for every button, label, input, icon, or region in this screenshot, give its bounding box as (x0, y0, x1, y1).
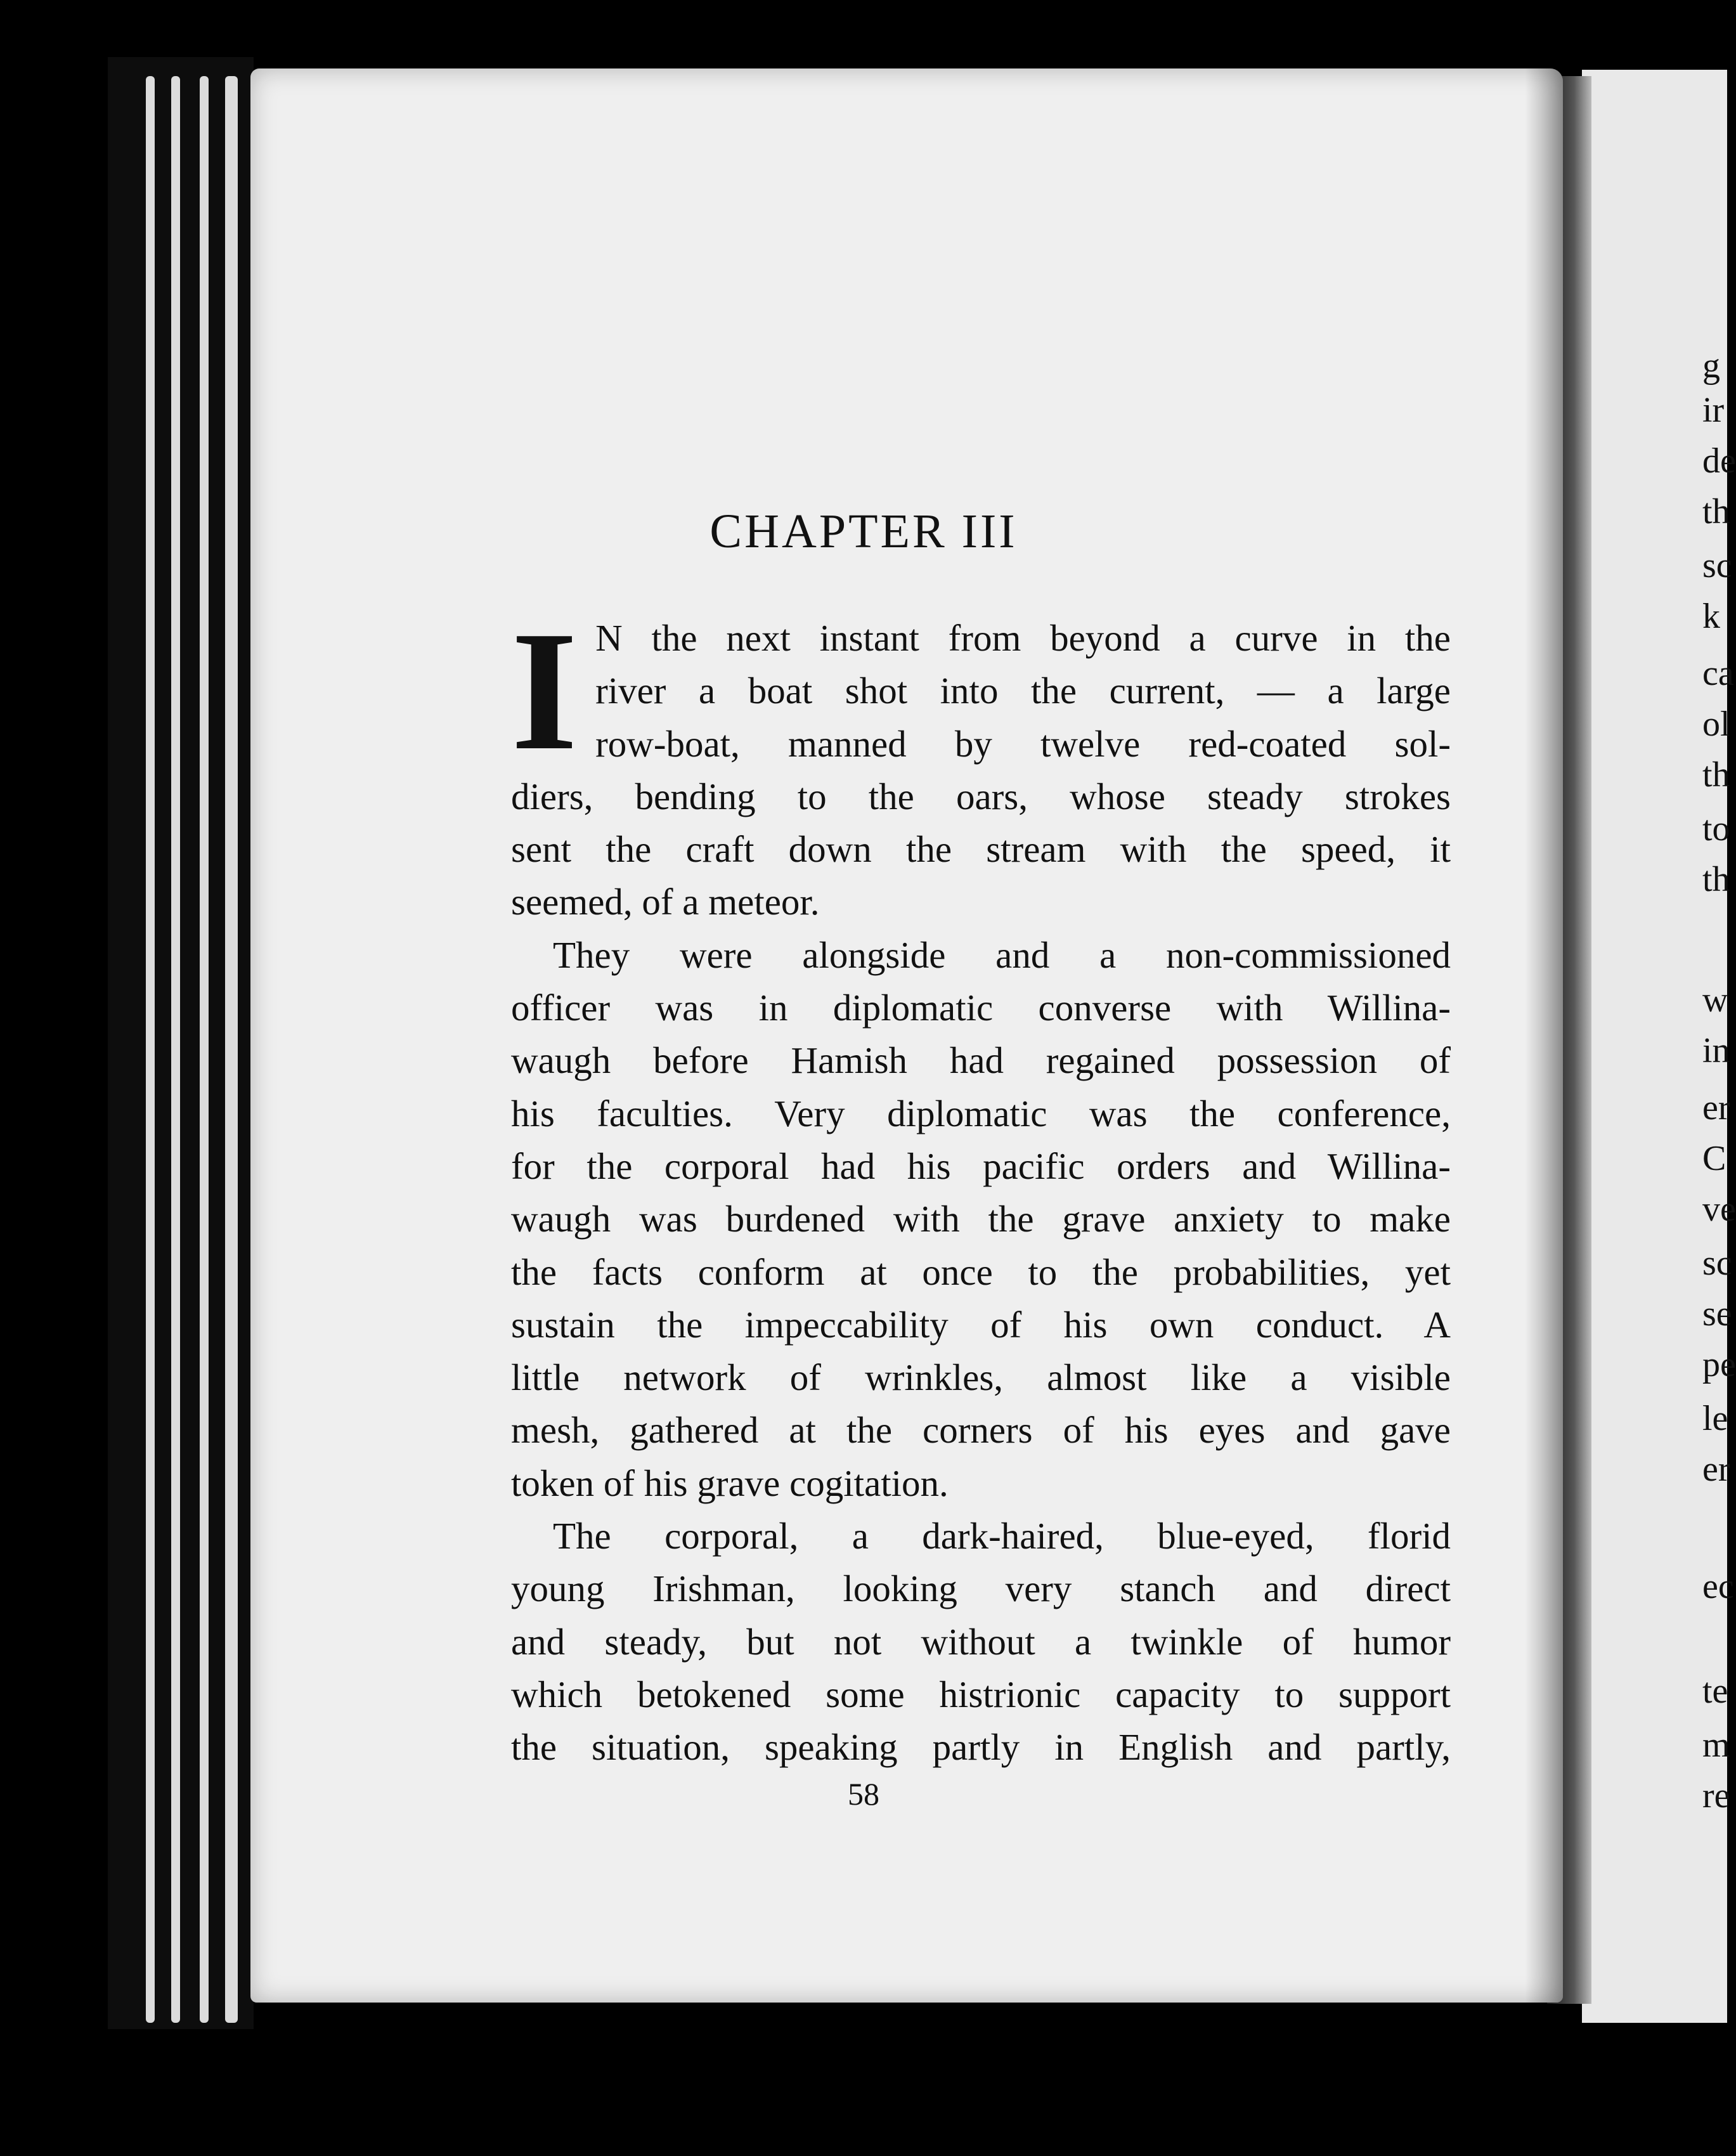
text-line: token of his grave cogitation. (511, 1462, 949, 1504)
next-page-fragment: ca (1702, 654, 1734, 693)
opening-paragraph (511, 596, 1451, 929)
next-page-fragment: er (1702, 1088, 1730, 1127)
text-line: waugh before Hamish had regained possession of (511, 1039, 1451, 1082)
text-line: seemed, of a meteor. (511, 881, 820, 923)
next-page-fragment: te (1702, 1672, 1728, 1711)
chapter-text (511, 596, 1451, 1774)
paragraph-3 (511, 1510, 1451, 1774)
next-page-fragment: to (1702, 809, 1730, 848)
page-shadow (1525, 68, 1563, 2003)
page-edge-2 (171, 76, 180, 2023)
text-line: They were alongside and a non-commissioned (553, 933, 1451, 976)
text-line: N the next instant from beyond a curve in the (595, 617, 1451, 659)
text-line: the facts conform at once to the probabilities, yet (511, 1250, 1451, 1293)
text-line: and steady, but not without a twinkle of humor (511, 1620, 1451, 1663)
next-page-fragment: le (1702, 1399, 1728, 1438)
next-page-fragment: sc (1702, 1244, 1732, 1283)
paragraph-2 (511, 929, 1451, 1510)
chapter-title: CHAPTER III (709, 505, 1018, 558)
next-page-fragment: th (1702, 755, 1730, 795)
text-line: the situation, speaking partly in English and partly, (511, 1726, 1451, 1769)
drop-cap: I (511, 596, 578, 786)
page-edge-4 (225, 76, 238, 2023)
next-page-fragment: k (1702, 597, 1720, 636)
next-page-fragment: th (1702, 492, 1730, 531)
next-page-fragment: w (1702, 980, 1728, 1020)
next-page-fragment: m (1702, 1725, 1730, 1765)
text-line: diers, bending to the oars, whose steady strokes (511, 775, 1451, 817)
next-page-fragment: ol (1702, 705, 1730, 744)
text-line: sent the craft down the stream with the speed, it (511, 828, 1451, 871)
text-line: for the corporal had his pacific orders and Willina- (511, 1145, 1451, 1187)
next-page-fragment: ve (1702, 1190, 1736, 1229)
next-page-fragment: ir (1702, 391, 1725, 430)
next-page-fragment: g (1702, 346, 1720, 386)
text-line: sustain the impeccability of his own conduct. A (511, 1303, 1451, 1346)
text-line: which betokened some histrionic capacity to support (511, 1673, 1451, 1715)
next-page-fragment: sc (1702, 546, 1732, 585)
next-page-fragment: C (1702, 1139, 1726, 1178)
text-line: river a boat shot into the current, — a large (595, 670, 1451, 712)
text-line: The corporal, a dark-haired, blue-eyed, florid (553, 1515, 1451, 1557)
next-page-fragment: ec (1702, 1567, 1734, 1606)
next-page-fragment: in (1702, 1031, 1730, 1070)
page-edge-3 (200, 76, 209, 2023)
next-page-fragment: pe (1702, 1345, 1736, 1384)
text-line: young Irishman, looking very stanch and direct (511, 1568, 1451, 1610)
text-line: officer was in diplomatic converse with Willina- (511, 987, 1451, 1029)
text-line: little network of wrinkles, almost like a visible (511, 1356, 1451, 1399)
text-line: mesh, gathered at the corners of his eyes and gave (511, 1409, 1451, 1451)
text-line: row-boat, manned by twelve red-coated sol- (595, 722, 1451, 765)
next-page-fragment: re (1702, 1776, 1730, 1815)
page-edge-1 (146, 76, 155, 2023)
next-page-fragment: se (1702, 1294, 1732, 1334)
page-number: 58 (848, 1776, 879, 1812)
next-page-fragment: er (1702, 1450, 1730, 1489)
next-page-fragment: th (1702, 860, 1730, 899)
text-line: his faculties. Very diplomatic was the conference, (511, 1092, 1451, 1134)
text-line: waugh was burdened with the grave anxiety to make (511, 1198, 1451, 1240)
next-page-fragment: de (1702, 441, 1736, 481)
